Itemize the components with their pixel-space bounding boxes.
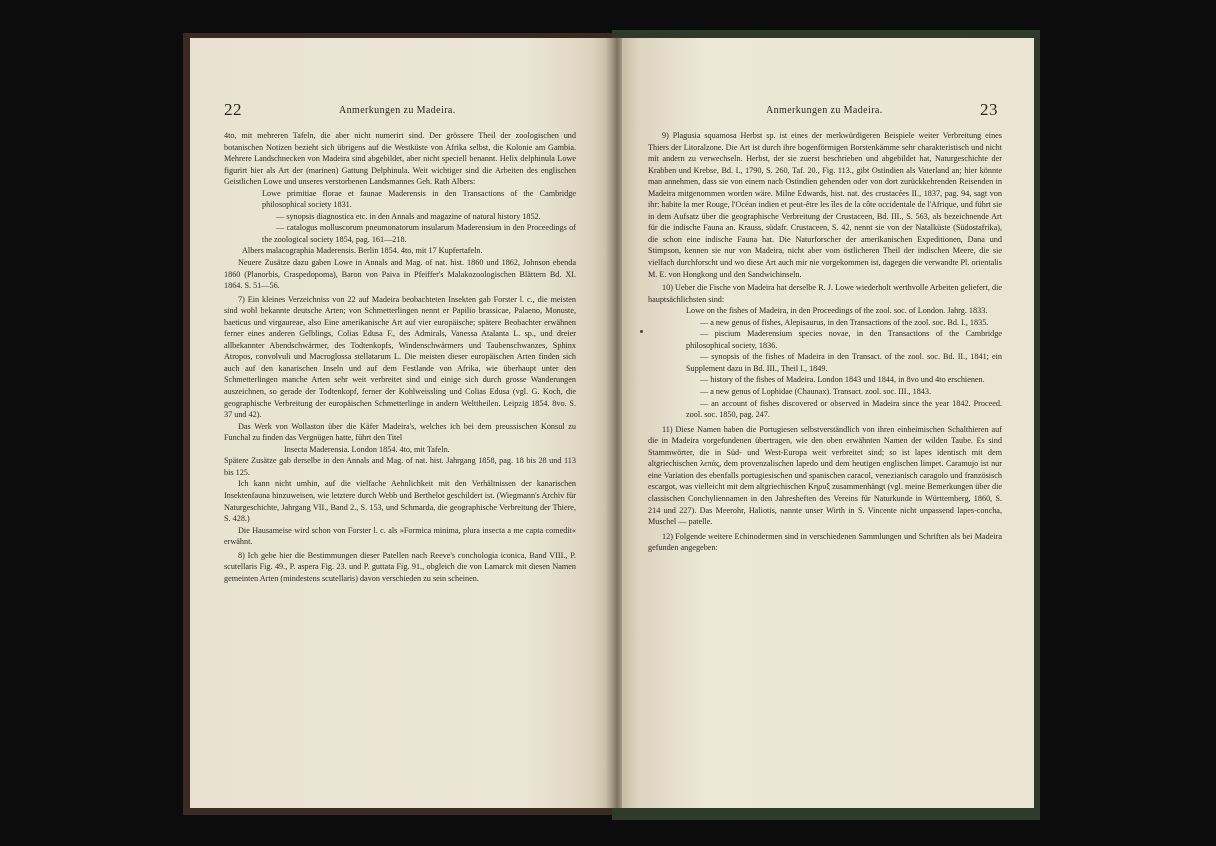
bibliography-entry: — piscium Maderensium species novae, in den Transactions of the Cambridge philosophical society, 1836.	[686, 329, 1002, 350]
paragraph: Das Werk von Wollaston über die Käfer Madeira's, welches ich bei dem preussischen Konsul zu Funchal zu finden das Vergnügen hatte, führt den Titel	[224, 421, 576, 443]
bibliography-entry: — catalogus molluscorum pneumonatorum insularum Maderensium in den Proceedings of the zoological society 1854, pag. 161—218.	[262, 223, 576, 244]
page-number: 23	[980, 100, 998, 119]
bibliography-entry: — history of the fishes of Madeira. London 1843 und 1844, in 8vo und 4to erschienen.	[700, 375, 985, 385]
right-page-header	[648, 100, 998, 124]
paragraph: Ich kann nicht umhin, auf die vielfache Aehnlichkeit mit den Verhältnissen der kanarischen Insektenfauna hinzuweisen, wie letztere durch Webb und Berthelot geschildert ist. (Wiegmann's Archiv für Naturgeschichte, Jahrgang VII., Band 2., S. 153, und Schmarda, die geographische Verbreitung der Thiere, S. 428.)	[224, 479, 576, 524]
footnote-12: 12) Folgende weitere Echinodermen sind in verschiedenen Sammlungen und Schriften als bei Madeira gefunden angegeben:	[648, 531, 1002, 553]
footnote-7: 7) Ein kleines Verzeichniss von 22 auf Madeira beobachteten Insekten gab Forster l. c., die meisten sind wohl bekannte deutsche Arten; von Schmetterlingen nennt er Papilio brassicae, Palaeno, Monuste, baeticus und virgaureae, also Eine amerikanische Art auf vier europäische; spätere Beobachter erwähnen ferner eines anderen Gelblings, Colias Edusa F., des Admirals, Vanessa Atalanta L. sp., und dreier allbekannter Abendschwärmer, des Todtenkopfs, Windenschwärmers und Taubenschwanzes, Sphinx Atropos, convolvuli und Macroglossa stellatarum L. Die meisten dieser europäischen Arten finden sich auch auf den kanarischen Inseln und auf dem Festlande von Afrika, wie überhaupt unter den Schmetterlingen manche Arten sehr weit verbreitet sind und einige sich durch grosse Wanderungen auszeichnen, so gerade der Todtenkopf, ferner der Kohlweissling und Colias Edusa (vgl. G. Koch, die geographische Verbreitung der europäischen Schmetterlinge in andern Welttheilen. Leipzig 1854. 8vo. S. 37 und 42).	[224, 294, 576, 420]
bibliography-entry: — a new genus of fishes, Alepisaurus, in den Transactions of the zool. soc. Bd. I., 1835.	[700, 317, 989, 327]
bibliography-entry: Insecta Maderensia. London 1854. 4to, mit Tafeln.	[284, 444, 450, 454]
running-head: Anmerkungen zu Madeira.	[766, 105, 883, 116]
bibliography-entry: Lowe primitiae florae et faunae Maderensis in den Transactions of the Cambridge philosophical society 1831.	[262, 188, 576, 210]
left-page	[190, 38, 608, 808]
paragraph: Die Hausameise wird schon von Forster l. c. als »Formica minima, plura insecta a me capta comedit« erwähnt.	[224, 525, 576, 547]
footnote-11: 11) Diese Namen haben die Portugiesen selbstverständlich von ihren einheimischen Schalthieren auf die in Madeira vorgefundenen übertragen, wie den oben erwähnten Namen der wilden Taube. Es sind Stammwörter, die in Süd- und West-Europa weit verbreitet sind; so ist lapes identisch mit dem altgriechischen λεπάς, dem provenzalischen lapedo und dem heutigen englischen limpet. Caramujo ist nur eine Variation des ebenfalls portugiesischen und spanischen caracol, venezianisch caragolo und französisch escargot, was vielleicht mit dem altgriechischen Κηρυξ zusammenhängt (vgl. meine Bemerkungen über die classischen Conchyliennamen in den Jahresheften des Vereins für Naturkunde in Württemberg, 1860, S. 214 und 227). Das Meerohr, Haliotis, nannte unser Wirth in S. Vincente nicht unpassend lapes-concha, Muschel — patelle.	[648, 424, 1002, 527]
right-page	[622, 38, 1034, 808]
print-speck	[640, 330, 643, 333]
paragraph: 4to, mit mehreren Tafeln, die aber nicht numerirt sind. Der grössere Theil der zoologischen und botanischen Notizen bezieht sich übrigens auf die Westküste von Afrika selbst, die Kolonie am Gambia. Mehrere Landschnecken von Madeira sind abgebildet, aber nicht speciell benannt. Helix delphinula Lowe figurirt hier als Art der (marinen) Gattung Delphinula. Weit wichtiger sind die Arbeiten des englischen Geistlichen Lowe und unseres verstorbenen Landsmannes Geh. Rath Albers:	[224, 131, 576, 187]
bibliography-entry: — an account of fishes discovered or observed in Madeira since the year 1842. Proceed. zool. soc. 1850, pag. 247.	[686, 398, 1002, 420]
footnote-9: 9) Plagusia squamosa Herbst sp. ist eines der merkwürdigeren Beispiele weiter Verbreitung eines Thiers der Litoralzone. Die Art ist durch ihre bogenförmigen Borstenkämme sehr charakteristisch und nicht mit andern zu verwechseln. Herbst, der sie zuerst beschrieben und abgebildet hat, Naturgeschichte der Krabben und Krebse, Bd. I., 1790, S. 260, Taf. 20., Fig. 113., gibt Ostindien als Vaterland an; hier könnte man annehmen, dass sie von einem nach Ostindien gehenden oder von dort zurückkehrenden Reisenden in Madeira mitgenommen worden wäre. Milne Edwards, hist. nat. des crustacées II., 1837, pag. 94, sagt von ihr: habite la mer Rouge, l'Océan indien et peut-être les îles de la côte occidentale de l'Afrique, und führt sie in dem Aufsatz über die geographische Verbreitung der Crustaceen, Bd. III., S. 563, als bezeichnende Art für die indische Fauna an. Krauss, südafr. Crustaceen, S. 42, nennt sie von der Natalküste (Südostafrika), die schon eine indische Fauna hat. Die Naturforscher der amerikanischen Expeditionen, Dana und Stimpson, kennen sie nur von Madeira, nicht aber vom östlicheren Theil der indischen Meere, die sie vielfach durchforscht und wo diese Art auch mir nie vorgekommen ist, dagegen die verwandte Pl. orientalis M. E. von Hongkong und den Sandwichinseln.	[648, 131, 1002, 279]
bibliography-entry: — synopsis of the fishes of Madeira in den Transact. of the zool. soc. Bd. II., 1841; ein Supplement dazu in Bd. III., Theil I., 1849.	[686, 352, 1002, 373]
paragraph: Spätere Zusätze gab derselbe in den Annals and Mag. of nat. hist. Jahrgang 1858, pag. 18 bis 28 und 113 bis 125.	[224, 456, 576, 477]
left-page-text	[224, 130, 576, 584]
bibliography-entry: — a new genus of Lophidae (Chaunax). Transact. zool. soc. III., 1843.	[700, 387, 932, 397]
paragraph: Neuere Zusätze dazu gaben Lowe in Annals and Mag. of nat. hist. 1860 und 1862, Johnson ebenda 1860 (Planorbis, Craspedopoma), Baron von Paiva in Pfeiffer's Malakozoologischen Blättern Bd. XI. 1864. S. 51—56.	[224, 258, 576, 291]
footnote-8: 8) Ich gebe hier die Bestimmungen dieser Patellen nach Reeve's conchologia iconica, Band VIII., P. scutellaris Fig. 49., P. aspera Fig. 23. und P. guttata Fig. 91., obgleich die von Lamarck mit diesen Namen gemeinten Arten (mindestens scutellaris) davon verschieden zu sein scheinen.	[224, 550, 576, 583]
bibliography-entry: Lowe on the fishes of Madeira, in den Proceedings of the zool. soc. of London. Jahrg. 1833.	[686, 306, 988, 316]
left-page-header	[224, 100, 574, 124]
bibliography-entry: — synopsis diagnostica etc. in den Annals and magazine of natural history 1852.	[276, 211, 541, 221]
paragraph: Albers malacographia Maderensis. Berlin 1854. 4to, mit 17 Kupfertafeln.	[242, 246, 483, 256]
footnote-10: 10) Ueber die Fische von Madeira hat derselbe R. J. Lowe wiederholt werthvolle Arbeiten geliefert, die hauptsächlichsten sind:	[648, 283, 1002, 304]
running-head: Anmerkungen zu Madeira.	[339, 105, 456, 116]
page-number: 22	[224, 100, 242, 119]
right-page-text	[648, 130, 1002, 554]
